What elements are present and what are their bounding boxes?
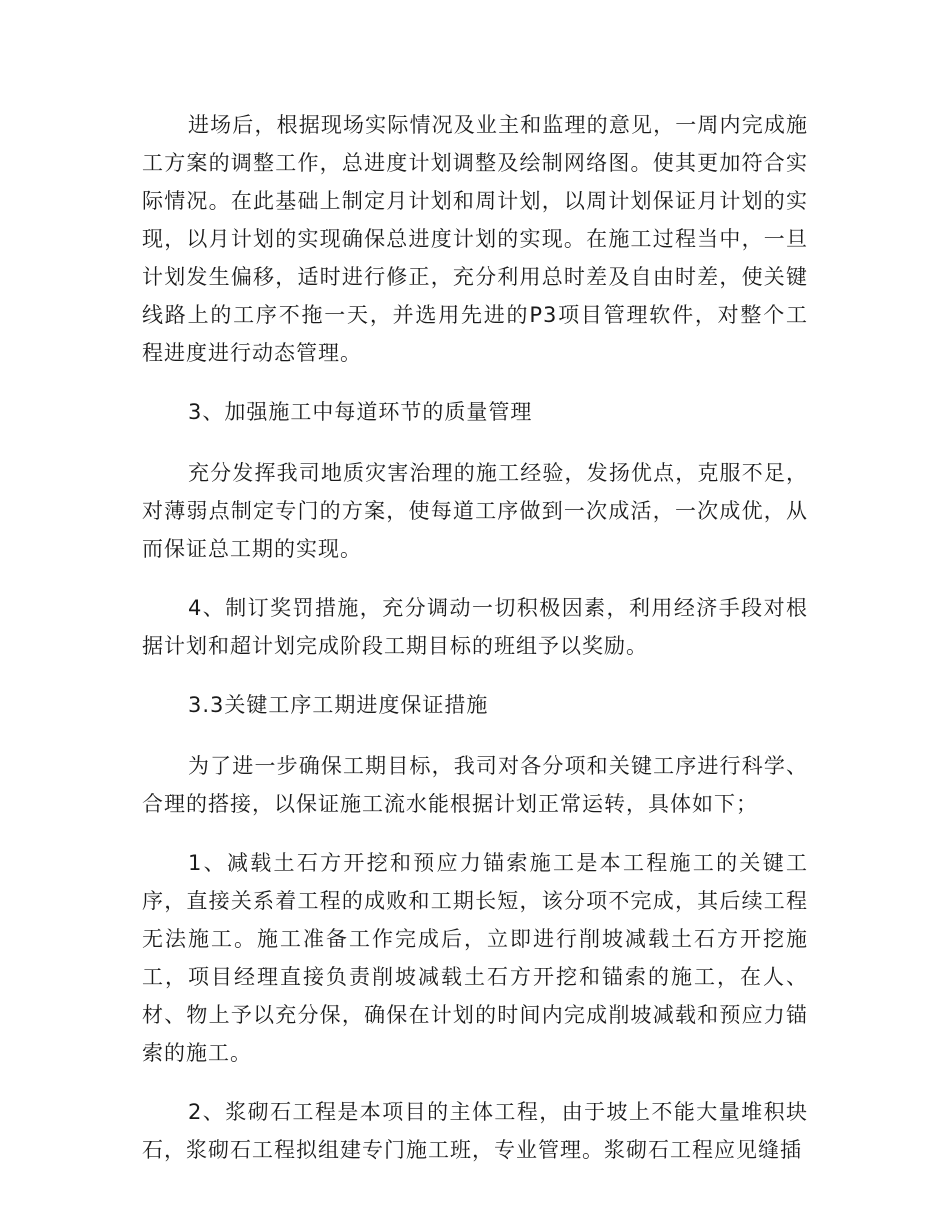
document-body (142, 106, 808, 1190)
paragraph-construction-experience: 充分发挥我司地质灾害治理的施工经验，发扬优点，克服不足，对薄弱点制定专门的方案，使每道工序做到一次成活，一次成优，从而保证总工期的实现。 (142, 461, 808, 561)
paragraph-masonry-work: 2、浆砌石工程是本项目的主体工程，由于坡上不能大量堆积块石，浆砌石工程拟组建专门施工班，专业管理。浆砌石工程应见缝插 (142, 1100, 808, 1162)
paragraph-schedule-adjustment: 进场后，根据现场实际情况及业主和监理的意见，一周内完成施工方案的调整工作，总进度计划调整及绘制网络图。使其更加符合实际情况。在此基础上制定月计划和周计划，以周计划保证月计划的实现，以月计划的实现确保总进度计划的实现。在施工过程当中，一旦计划发生偏移，适时进行修正，充分利用总时差及自由时差，使关键线路上的工序不拖一天，并选用先进的P3项目管理软件，对整个工程进度进行动态管理。 (142, 113, 808, 365)
paragraph-process-connection: 为了进一步确保工期目标，我司对各分项和关键工序进行科学、合理的搭接，以保证施工流水能根据计划正常运转，具体如下； (142, 754, 808, 816)
heading-quality-management: 3、加强施工中每道环节的质量管理 (188, 400, 533, 424)
paragraph-reward-measures: 4、制订奖罚措施，充分调动一切积极因素，利用经济手段对根据计划和超计划完成阶段工期目标的班组予以奖励。 (142, 596, 808, 658)
paragraph-excavation-anchor: 1、减载土石方开挖和预应力锚索施工是本工程施工的关键工序，直接关系着工程的成败和工期长短，该分项不完成，其后续工程无法施工。施工准备工作完成后，立即进行削坡减载土石方开挖施工，项目经理直接负责削坡减载土石方开挖和锚索的施工，在人、材、物上予以充分保，确保在计划的时间内完成削坡减载和预应力锚索的施工。 (142, 851, 808, 1065)
heading-key-process-measures: 3.3关键工序工期进度保证措施 (188, 693, 489, 717)
